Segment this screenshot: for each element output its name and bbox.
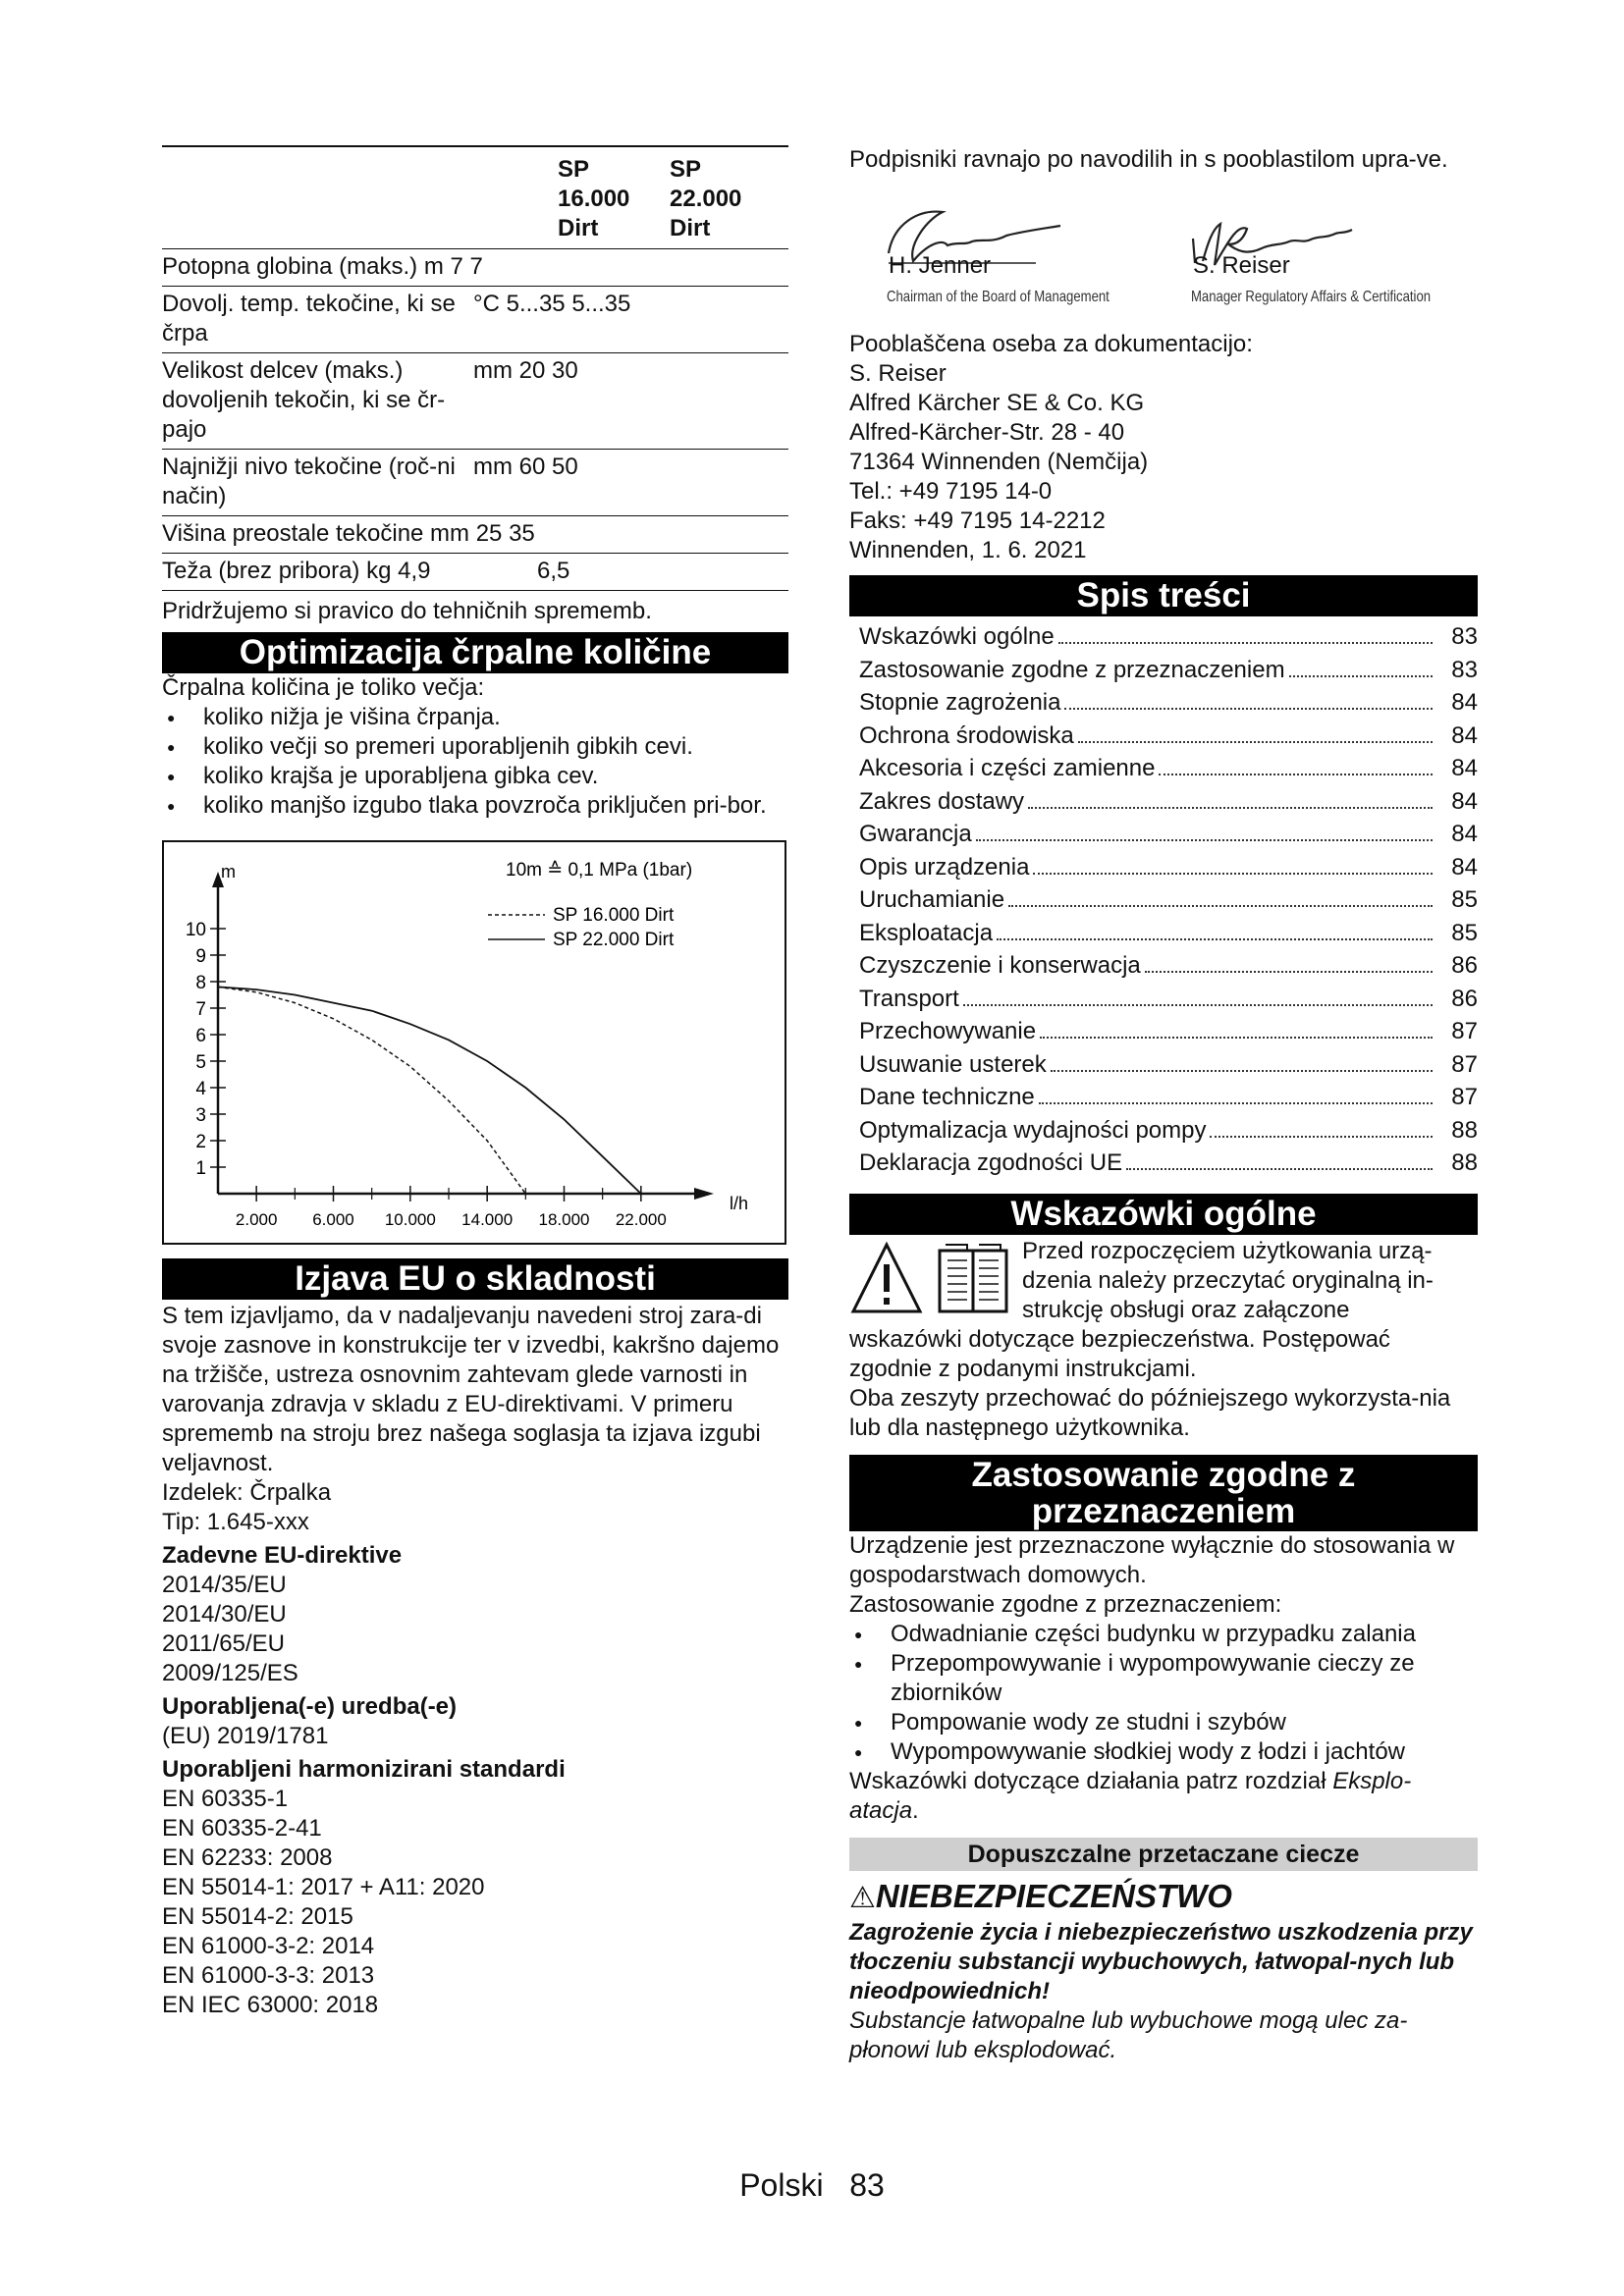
signatories-intro: Podpisniki ravnajo po navodilih in s pooblastilom upra-ve. — [849, 146, 1448, 173]
toc-page: 87 — [1451, 1018, 1478, 1044]
list-item: ● koliko krajša je uporabljena gibka cev. — [162, 762, 788, 791]
toc-label: Deklaracja zgodności UE — [859, 1149, 1123, 1176]
toc-item[interactable] — [859, 917, 1478, 950]
toc-label: Usuwanie usterek — [859, 1050, 1047, 1078]
general-heading: Wskazówki ogólne — [849, 1194, 1478, 1235]
contact-line: Pooblaščena oseba za dokumentacijo: — [849, 331, 1253, 357]
legend-label-sp16000: SP 16.000 Dirt — [553, 905, 675, 926]
toc-item[interactable] — [859, 1015, 1478, 1048]
p3-suffix: . — [912, 1796, 919, 1824]
toc-page: 84 — [1451, 787, 1478, 815]
table-header — [162, 147, 788, 249]
toc-item[interactable] — [859, 983, 1478, 1016]
toc-leader — [1033, 873, 1433, 875]
toc-page: 88 — [1451, 1116, 1478, 1144]
standard-item: EN IEC 63000: 2018 — [162, 1992, 379, 2018]
toc-label: Akcesoria i części zamienne — [859, 755, 1156, 781]
header-text: Dirt — [558, 215, 599, 241]
footer-language: Polski — [739, 2167, 824, 2203]
toc-heading: Spis treści — [849, 575, 1478, 616]
toc-item[interactable] — [859, 818, 1478, 851]
toc-item[interactable] — [859, 1114, 1478, 1148]
intended-use-p3 — [849, 1767, 1478, 1826]
standards-heading: Uporabljeni harmonizirani standardi — [162, 1756, 566, 1783]
standard-item: EN 61000-3-3: 2013 — [162, 1962, 375, 1989]
row-label: Velikost delcev (maks.) dovoljenih tekočin, ki se čr-pajo — [162, 357, 446, 443]
toc-item[interactable] — [859, 1147, 1478, 1180]
general-text: wskazówki dotyczące bezpieczeństwa. Postępować zgodnie z podanymi instrukcjami. — [849, 1325, 1390, 1382]
general-text2: Oba zeszyty przechować do późniejszego wykorzysta-nia lub dla następnego użytkownika. — [849, 1384, 1451, 1441]
standard-item: EN 60335-2-41 — [162, 1815, 322, 1842]
standard-item: EN 62233: 2008 — [162, 1844, 333, 1871]
chart-annotation: 10m ≙ 0,1 MPa (1bar) — [506, 860, 693, 881]
series-line-sp22000 — [218, 987, 641, 1194]
list-item: ● Przepompowywanie i wypompowywanie cieczy ze zbiorników — [849, 1649, 1478, 1708]
regulation-item: (EU) 2019/1781 — [162, 1723, 329, 1749]
y-tick-label: 2 — [195, 1132, 206, 1152]
toc-leader — [1210, 1136, 1433, 1138]
contact-line: Alfred-Kärcher-Str. 28 - 40 — [849, 419, 1125, 446]
row-values: 6,5 — [537, 558, 570, 584]
x-tick-label: 14.000 — [461, 1210, 514, 1229]
toc-label: Przechowywanie — [859, 1018, 1037, 1044]
list-item: ● koliko nižja je višina črpanja. — [162, 703, 788, 732]
legend-label-sp22000: SP 22.000 Dirt — [553, 930, 675, 950]
toc-leader — [1145, 971, 1433, 973]
header-text: 22.000 — [670, 186, 742, 212]
toc-page: 84 — [1451, 853, 1478, 881]
intended-use-p1: Urządzenie jest przeznaczone wyłącznie do stosowania w gospodarstwach domowych. — [849, 1531, 1455, 1588]
row-label: Najnižji nivo tekočine (roč-ni način) — [162, 454, 456, 509]
list-item: ● Pompowanie wody ze studni i szybów — [849, 1708, 1478, 1737]
signature-block — [849, 185, 1478, 332]
contact-line: S. Reiser — [849, 360, 947, 387]
toc-leader — [1126, 1168, 1433, 1170]
toc-leader — [1058, 642, 1433, 644]
directive-item: 2014/35/EU — [162, 1572, 287, 1598]
toc-leader — [1064, 708, 1433, 710]
chart-ticks — [186, 920, 667, 1229]
toc-item[interactable] — [859, 949, 1478, 983]
toc-label: Gwarancja — [859, 821, 972, 847]
toc-leader — [1051, 1070, 1433, 1072]
contact-line: Winnenden, 1. 6. 2021 — [849, 537, 1087, 563]
optimization-intro: Črpalna količina je toliko večja: — [162, 674, 485, 701]
toc-page: 84 — [1451, 755, 1478, 781]
toc-leader — [1008, 905, 1433, 907]
toc-leader — [1040, 1037, 1433, 1039]
directive-item: 2014/30/EU — [162, 1601, 287, 1628]
list-item: ● koliko večji so premeri uporabljenih gibkih cevi. — [162, 732, 788, 762]
fluids-heading: Dopuszczalne przetaczane ciecze — [849, 1838, 1478, 1871]
general-text-beside: Przed rozpoczęciem użytkowania urzą-dzenia należy przeczytać oryginalną in-strukcję obsługi oraz załączone — [1022, 1237, 1434, 1323]
directive-item: 2011/65/EU — [162, 1630, 285, 1657]
heading-line: Zastosowanie zgodne z — [971, 1455, 1356, 1494]
table-row — [162, 450, 788, 516]
x-axis-label: l/h — [730, 1194, 749, 1213]
optimization-heading: Optimizacija črpalne količine — [162, 632, 788, 673]
danger-text: NIEBEZPIECZEŃSTWO — [875, 1877, 1232, 1914]
eu-declaration-heading: Izjava EU o skladnosti — [162, 1258, 788, 1300]
list-item: ● Wypompowywanie słodkiej wody z łodzi i jachtów — [849, 1737, 1478, 1767]
table-row — [162, 554, 788, 591]
standard-item: EN 55014-1: 2017 + A11: 2020 — [162, 1874, 485, 1900]
header-text: SP — [670, 156, 702, 183]
toc-page: 84 — [1451, 721, 1478, 749]
toc-label: Zakres dostawy — [859, 787, 1025, 815]
toc-page: 83 — [1451, 656, 1478, 683]
y-tick-label: 5 — [195, 1052, 206, 1073]
contact-line: Tel.: +49 7195 14-0 — [849, 478, 1053, 505]
toc-label: Wskazówki ogólne — [859, 623, 1055, 650]
footer-page-number: 83 — [849, 2167, 885, 2203]
toc-leader — [1289, 675, 1433, 677]
toc-label: Stopnie zagrożenia — [859, 689, 1061, 716]
header-col-sp22000 — [670, 155, 741, 243]
directive-item: 2009/125/ES — [162, 1660, 298, 1686]
y-tick-label: 9 — [195, 946, 206, 967]
table-row — [162, 249, 788, 287]
header-text: SP — [558, 156, 590, 183]
header-text: 16.000 — [558, 186, 630, 212]
contact-line: Faks: +49 7195 14-2212 — [849, 507, 1106, 534]
toc-label: Zastosowanie zgodne z przeznaczeniem — [859, 656, 1285, 683]
right-column — [849, 145, 1478, 2065]
toc-item[interactable] — [859, 851, 1478, 884]
toc-label: Opis urządzenia — [859, 853, 1030, 881]
x-tick-label: 10.000 — [384, 1210, 436, 1229]
intended-use-heading — [849, 1455, 1478, 1531]
list-item: ● koliko manjšo izgubo tlaka povzroča priključen pri-bor. — [162, 791, 788, 821]
page-footer — [0, 2165, 1624, 2205]
toc-label: Czyszczenie i konserwacja — [859, 952, 1141, 979]
header-text: Dirt — [670, 215, 711, 241]
y-tick-label: 1 — [195, 1158, 206, 1179]
toc-page: 87 — [1451, 1050, 1478, 1078]
toc-page: 85 — [1451, 919, 1478, 946]
signer1-name: H. Jenner — [889, 252, 992, 279]
general-notice — [849, 1237, 1478, 1325]
toc-page: 84 — [1451, 821, 1478, 847]
table-row — [162, 353, 788, 450]
danger-bold-text: Zagrożenie życia i niebezpieczeństwo uszkodzenia przy tłoczeniu substancji wybuchowych, łatwopal-nych lub nieodpowiednich! — [849, 1918, 1473, 2004]
x-tick-label: 2.000 — [235, 1210, 278, 1229]
toc-page: 88 — [1451, 1149, 1478, 1176]
toc-item[interactable] — [859, 785, 1478, 819]
row-values: °C 5...35 5...35 — [473, 291, 631, 317]
left-column — [162, 145, 788, 2020]
toc-item[interactable] — [859, 654, 1478, 687]
product-line: Izdelek: Črpalka — [162, 1479, 332, 1506]
warning-triangle-icon: ⚠ — [849, 1880, 876, 1915]
heading-line: przeznaczeniem — [1031, 1491, 1296, 1530]
header-col-sp16000 — [558, 155, 629, 243]
toc-leader — [976, 839, 1433, 841]
intended-use-list — [849, 1620, 1478, 1767]
standard-item: EN 60335-1 — [162, 1786, 289, 1812]
list-item: ● Odwadnianie części budynku w przypadku zalania — [849, 1620, 1478, 1649]
table-row — [162, 287, 788, 353]
signer1-role: Chairman of the Board of Management — [887, 289, 1110, 305]
contact-line: Alfred Kärcher SE & Co. KG — [849, 390, 1145, 416]
toc-label: Transport — [859, 985, 959, 1012]
series-line-sp16000 — [218, 987, 525, 1194]
x-tick-label: 6.000 — [312, 1210, 354, 1229]
technical-data-table — [162, 145, 788, 591]
toc-page: 83 — [1451, 623, 1478, 650]
toc-item[interactable] — [859, 883, 1478, 917]
toc-label: Dane techniczne — [859, 1084, 1035, 1110]
intended-use-p2: Zastosowanie zgodne z przeznaczeniem: — [849, 1590, 1282, 1618]
toc-page: 86 — [1451, 985, 1478, 1012]
p3-prefix: Wskazówki dotyczące działania patrz rozdział — [849, 1767, 1333, 1794]
toc-leader — [1159, 774, 1433, 775]
toc-item[interactable] — [859, 1048, 1478, 1082]
toc-leader — [1039, 1102, 1433, 1104]
y-tick-label: 3 — [195, 1105, 206, 1126]
toc-item[interactable] — [859, 1081, 1478, 1114]
type-line: Tip: 1.645-xxx — [162, 1509, 309, 1535]
toc-page: 84 — [1451, 689, 1478, 716]
table-row — [162, 516, 788, 554]
x-axis-arrow — [694, 1188, 714, 1200]
y-tick-label: 7 — [195, 999, 206, 1020]
signer2-name: S. Reiser — [1193, 252, 1290, 279]
contact-block — [849, 330, 1478, 565]
row-label: Dovolj. temp. tekočine, ki se črpa — [162, 291, 456, 347]
toc-item[interactable] — [859, 752, 1478, 785]
toc-leader — [963, 1004, 1433, 1006]
toc-label: Uruchamianie — [859, 886, 1005, 913]
warning-manual-icon — [849, 1237, 1016, 1325]
row-label: Teža (brez pribora) kg 4,9 — [162, 558, 431, 584]
toc-page: 86 — [1451, 952, 1478, 979]
y-tick-label: 4 — [195, 1079, 206, 1099]
toc-label: Optymalizacja wydajności pompy — [859, 1116, 1207, 1144]
contact-line: 71364 Winnenden (Nemčija) — [849, 449, 1149, 475]
toc-page: 85 — [1451, 886, 1478, 913]
toc-item[interactable] — [859, 720, 1478, 753]
y-axis-label: m — [221, 862, 236, 881]
toc-leader — [997, 938, 1433, 940]
toc-item[interactable] — [859, 620, 1478, 654]
toc-label: Ochrona środowiska — [859, 721, 1074, 749]
toc-leader — [1078, 741, 1433, 743]
toc-leader — [1028, 807, 1433, 809]
toc-item[interactable] — [859, 686, 1478, 720]
regulation-heading: Uporabljena(-e) uredba(-e) — [162, 1693, 458, 1720]
table-of-contents — [849, 620, 1478, 1180]
table-note: Pridržujemo si pravico do tehničnih sprememb. — [162, 598, 652, 624]
chart-series — [218, 987, 641, 1194]
chart-svg — [164, 842, 785, 1243]
optimization-list — [162, 703, 788, 821]
row-values: mm 60 50 — [473, 454, 578, 480]
y-tick-label: 6 — [195, 1026, 206, 1046]
pump-performance-chart — [162, 840, 786, 1245]
x-tick-label: 18.000 — [538, 1210, 590, 1229]
eu-declaration-text: S tem izjavljamo, da v nadaljevanju navedeni stroj zara-di svoje zasnove in konstrukcije ter v izvedbi, kakršno dajemo na tržišče, ustreza osnovnim zahtevam glede varnosti in varovanja zdravja v skladu z EU-direktivami. V primeru sprememb na stroju brez našega soglasja ta izjava izgubi veljavnost. — [162, 1303, 780, 1476]
p3-ref: Eksplo-atacja — [849, 1767, 1412, 1824]
row-label: Višina preostale tekočine mm 25 35 — [162, 520, 535, 547]
danger-label — [849, 1877, 1478, 1918]
standard-item: EN 55014-2: 2015 — [162, 1903, 353, 1930]
danger-description: Substancje łatwopalne lub wybuchowe mogą ulec za-płonowi lub eksplodować. — [849, 2006, 1408, 2063]
toc-label: Eksploatacja — [859, 919, 994, 946]
toc-page: 87 — [1451, 1084, 1478, 1110]
y-tick-label: 8 — [195, 973, 206, 993]
x-tick-label: 22.000 — [615, 1210, 667, 1229]
row-values: mm 20 30 — [473, 357, 578, 384]
y-tick-label: 10 — [185, 920, 206, 940]
directives-heading: Zadevne EU-direktive — [162, 1542, 403, 1569]
standard-item: EN 61000-3-2: 2014 — [162, 1933, 375, 1959]
row-label: Potopna globina (maks.) m 7 7 — [162, 253, 483, 280]
signer2-role: Manager Regulatory Affairs & Certification — [1191, 289, 1432, 305]
